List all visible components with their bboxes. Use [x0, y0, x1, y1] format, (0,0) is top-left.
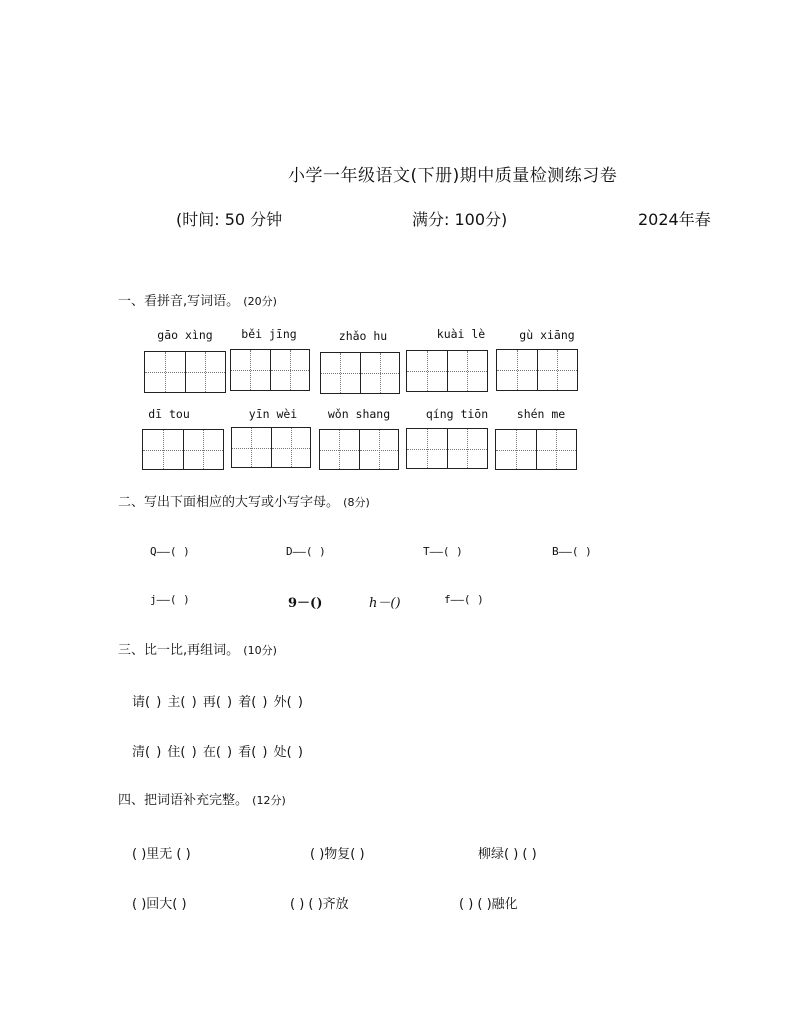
idiom-item[interactable]: ( ) ( )融化: [459, 897, 518, 912]
compare-row[interactable]: 清( ) 住( ) 在( ) 看( ) 处( ): [132, 745, 303, 760]
writing-grid[interactable]: [496, 349, 578, 391]
pinyin-label: shén me: [516, 407, 566, 421]
exam-time: (时间: 50 分钟: [176, 210, 283, 229]
page-title: 小学一年级语文(下册)期中质量检测练习卷: [288, 166, 618, 186]
writing-grid[interactable]: [144, 351, 226, 393]
pinyin-label: yīn wèi: [248, 407, 298, 421]
pinyin-label: wǒn shang: [327, 407, 391, 421]
pinyin-label: kuài lè: [436, 327, 486, 341]
section2-score: (8分): [343, 496, 370, 509]
idiom-item[interactable]: ( )物复( ): [310, 847, 365, 862]
exam-term: 2024年春: [638, 210, 711, 229]
section4-heading: [118, 789, 286, 808]
pinyin-label: dī tou: [148, 407, 190, 421]
pinyin-label: gù xiāng: [519, 328, 575, 342]
writing-grid[interactable]: [231, 427, 311, 468]
pinyin-label: zhǎo hu: [338, 329, 388, 343]
pinyin-label: gāo xìng: [157, 328, 213, 342]
writing-grid[interactable]: [406, 350, 488, 392]
section3-title: 三、比一比,再组词。: [118, 643, 240, 658]
section3-score: (10分): [243, 644, 277, 657]
writing-grid[interactable]: [320, 352, 400, 394]
writing-grid[interactable]: [319, 429, 399, 470]
section2-title: 二、写出下面相应的大写或小写字母。: [118, 495, 340, 510]
letter-item[interactable]: j——( ): [150, 593, 190, 606]
writing-grid[interactable]: [406, 428, 488, 469]
letter-item[interactable]: D——( ): [286, 545, 326, 558]
writing-grid[interactable]: [142, 429, 224, 470]
compare-row[interactable]: 请( ) 主( ) 再( ) 着( ) 外( ): [132, 695, 303, 710]
letter-item[interactable]: f——( ): [444, 593, 484, 606]
idiom-item[interactable]: ( )回大( ): [132, 897, 187, 912]
exam-full-score: 满分: 100分): [412, 210, 508, 229]
idiom-item[interactable]: ( )里无 ( ): [132, 847, 191, 862]
idiom-item[interactable]: ( ) ( )齐放: [290, 897, 349, 912]
section4-score: (12分): [252, 794, 286, 807]
letter-item[interactable]: T——( ): [423, 545, 463, 558]
section2-heading: [118, 491, 370, 510]
letter-item[interactable]: h－(): [369, 596, 401, 611]
section4-title: 四、把词语补充完整。: [118, 793, 249, 808]
writing-grid[interactable]: [230, 349, 310, 391]
section1-heading: [118, 290, 277, 309]
section1-score: (20分): [243, 295, 277, 308]
letter-item[interactable]: B——( ): [552, 545, 592, 558]
writing-grid[interactable]: [495, 429, 577, 470]
letter-item[interactable]: Q——( ): [150, 545, 190, 558]
pinyin-label: qíng tiōn: [425, 407, 489, 421]
section3-heading: [118, 639, 277, 658]
idiom-item[interactable]: 柳绿( ) ( ): [478, 847, 537, 862]
section1-title: 一、看拼音,写词语。: [118, 294, 240, 309]
pinyin-label: běi jīng: [241, 327, 297, 341]
letter-item[interactable]: 9－(): [288, 596, 323, 611]
